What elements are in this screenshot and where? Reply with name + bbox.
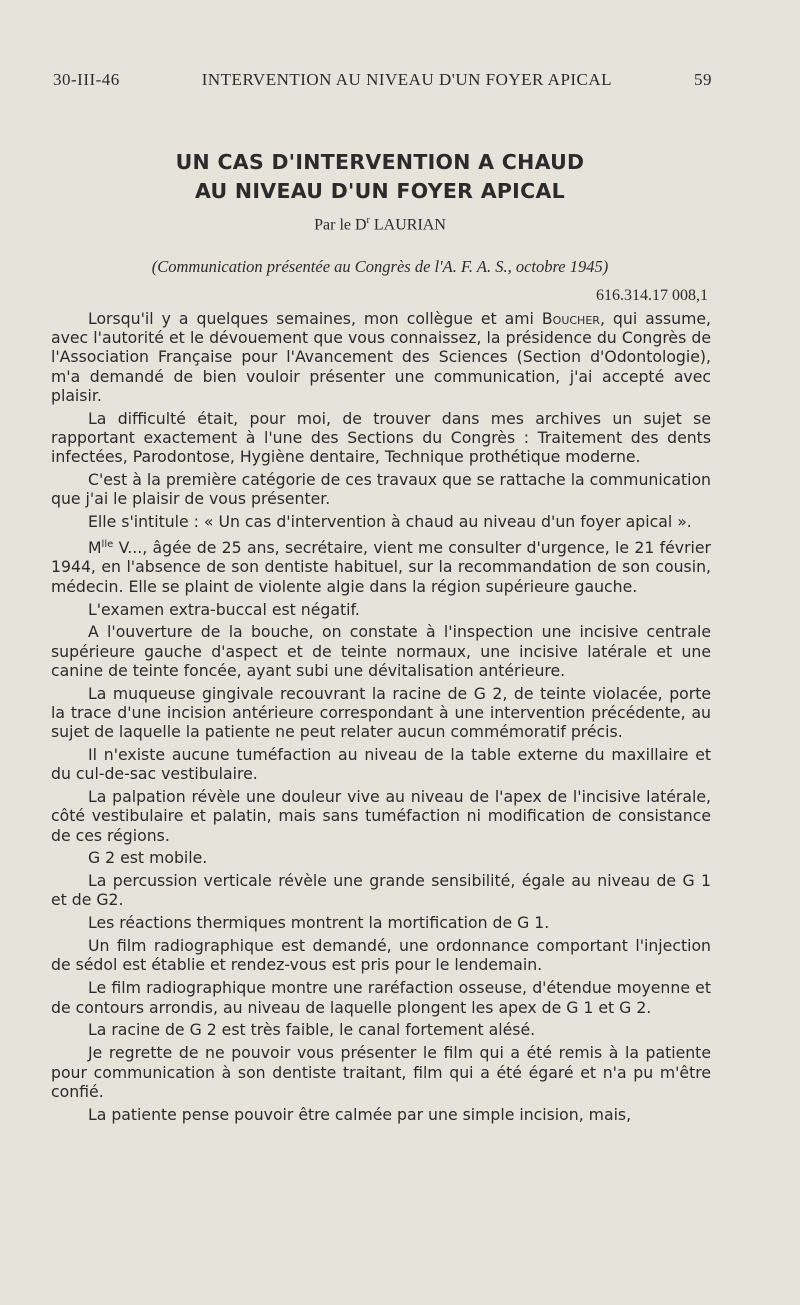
paragraph: Un film radiographique est demandé, une ordonnance comportant l'injection de sédol est établie et rendez-vous est pris pour le lendemain. <box>51 936 711 975</box>
running-title: INTERVENTION AU NIVEAU D'UN FOYER APICAL <box>201 70 613 89</box>
byline-prefix: Par le D <box>314 216 367 234</box>
page-number: 59 <box>693 70 712 89</box>
colleague-name: Boucher <box>541 309 600 328</box>
paragraph: La difficulté était, pour moi, de trouver dans mes archives un sujet se rapportant exactement à l'une des Sections du Congrès : Traitement des dents infectées, Parodontose, Hygiène dentaire, Technique prothétique moderne. <box>51 408 711 467</box>
paragraph: La patiente pense pouvoir être calmée par une simple incision, mais, <box>88 1104 632 1124</box>
paragraph: La racine de G 2 est très faible, le canal fortement alésé. <box>88 1020 536 1040</box>
running-header <box>53 70 712 90</box>
paragraph: L'examen extra-buccal est négatif. <box>88 599 360 619</box>
paragraph-text: , qui assume, avec l'autorité et le dévouement que vous connaissez, la présidence du Congrès de l'Association Française pour l'Avancement des Sciences (Section d'Odontologie), m'a demandé de bien vouloir présenter une communication, j'ai accepté avec plaisir. <box>51 309 711 405</box>
communication-note: (Communication présentée au Congrès de l'A. F. A. S., octobre 1945) <box>151 257 609 276</box>
byline <box>0 215 760 234</box>
article-title-line-1: UN CAS D'INTERVENTION A CHAUD <box>175 150 585 174</box>
classification-code: 616.314.17 008,1 <box>596 287 708 304</box>
paragraph: Le film radiographique montre une raréfaction osseuse, d'étendue moyenne et de contours arrondis, au niveau de laquelle plongent les apex de G 1 et G 2. <box>51 978 711 1017</box>
paragraph <box>51 309 711 405</box>
paragraph: Les réactions thermiques montrent la mortification de G 1. <box>88 913 550 933</box>
paragraph: La palpation révèle une douleur vive au niveau de l'apex de l'incisive latérale, côté vestibulaire et palatin, mais sans tuméfaction ni modification de consistance de ces régions. <box>51 787 711 845</box>
article-body <box>51 309 711 1128</box>
paragraph: Il n'existe aucune tuméfaction au niveau de la table externe du maxillaire et du cul-de-sac vestibulaire. <box>51 745 711 784</box>
paragraph: A l'ouverture de la bouche, on constate à l'inspection une incisive centrale supérieure gauche d'aspect et de teinte normaux, une incisive latérale et une canine de teinte foncée, ayant subi une dévitalisation antérieure. <box>51 622 711 680</box>
paragraph: La percussion verticale révèle une grande sensibilité, égale au niveau de G 1 et de G2. <box>51 871 711 910</box>
article-title-line-2: AU NIVEAU D'UN FOYER APICAL <box>195 179 565 203</box>
paragraph-text: V..., âgée de 25 ans, secrétaire, vient me consulter d'urgence, le 21 février 1944, en l'absence de son dentiste habituel, sur la recommandation de son cousin, médecin. Elle se plaint de violente algie dans la région supérieure gauche. <box>51 538 711 596</box>
author-name: LAURIAN <box>373 216 446 234</box>
paragraph: Je regrette de ne pouvoir vous présenter le film qui a été remis à la patiente pour communication à son dentiste traitant, film qui a été égaré et n'a pu m'être confié. <box>51 1043 711 1101</box>
header-date: 30-III-46 <box>53 70 120 89</box>
paragraph-text: M <box>88 538 102 558</box>
paragraph <box>51 535 711 596</box>
byline-sup: r <box>366 215 370 226</box>
paragraph: La muqueuse gingivale recouvrant la racine de G 2, de teinte violacée, porte la trace d'une incision antérieure correspondant à une intervention précédente, au sujet de laquelle la patiente ne peut relater aucun commémoratif précis. <box>51 683 711 742</box>
superscript: lle <box>101 538 114 550</box>
paragraph: C'est à la première catégorie de ces travaux que se rattache la communication que j'ai le plaisir de vous présenter. <box>51 470 711 509</box>
paragraph-text: Lorsqu'il y a quelques semaines, mon collègue et ami <box>88 309 542 328</box>
paragraph: Elle s'intitule : « Un cas d'intervention à chaud au niveau d'un foyer apical ». <box>88 512 692 532</box>
paragraph: G 2 est mobile. <box>88 848 208 868</box>
